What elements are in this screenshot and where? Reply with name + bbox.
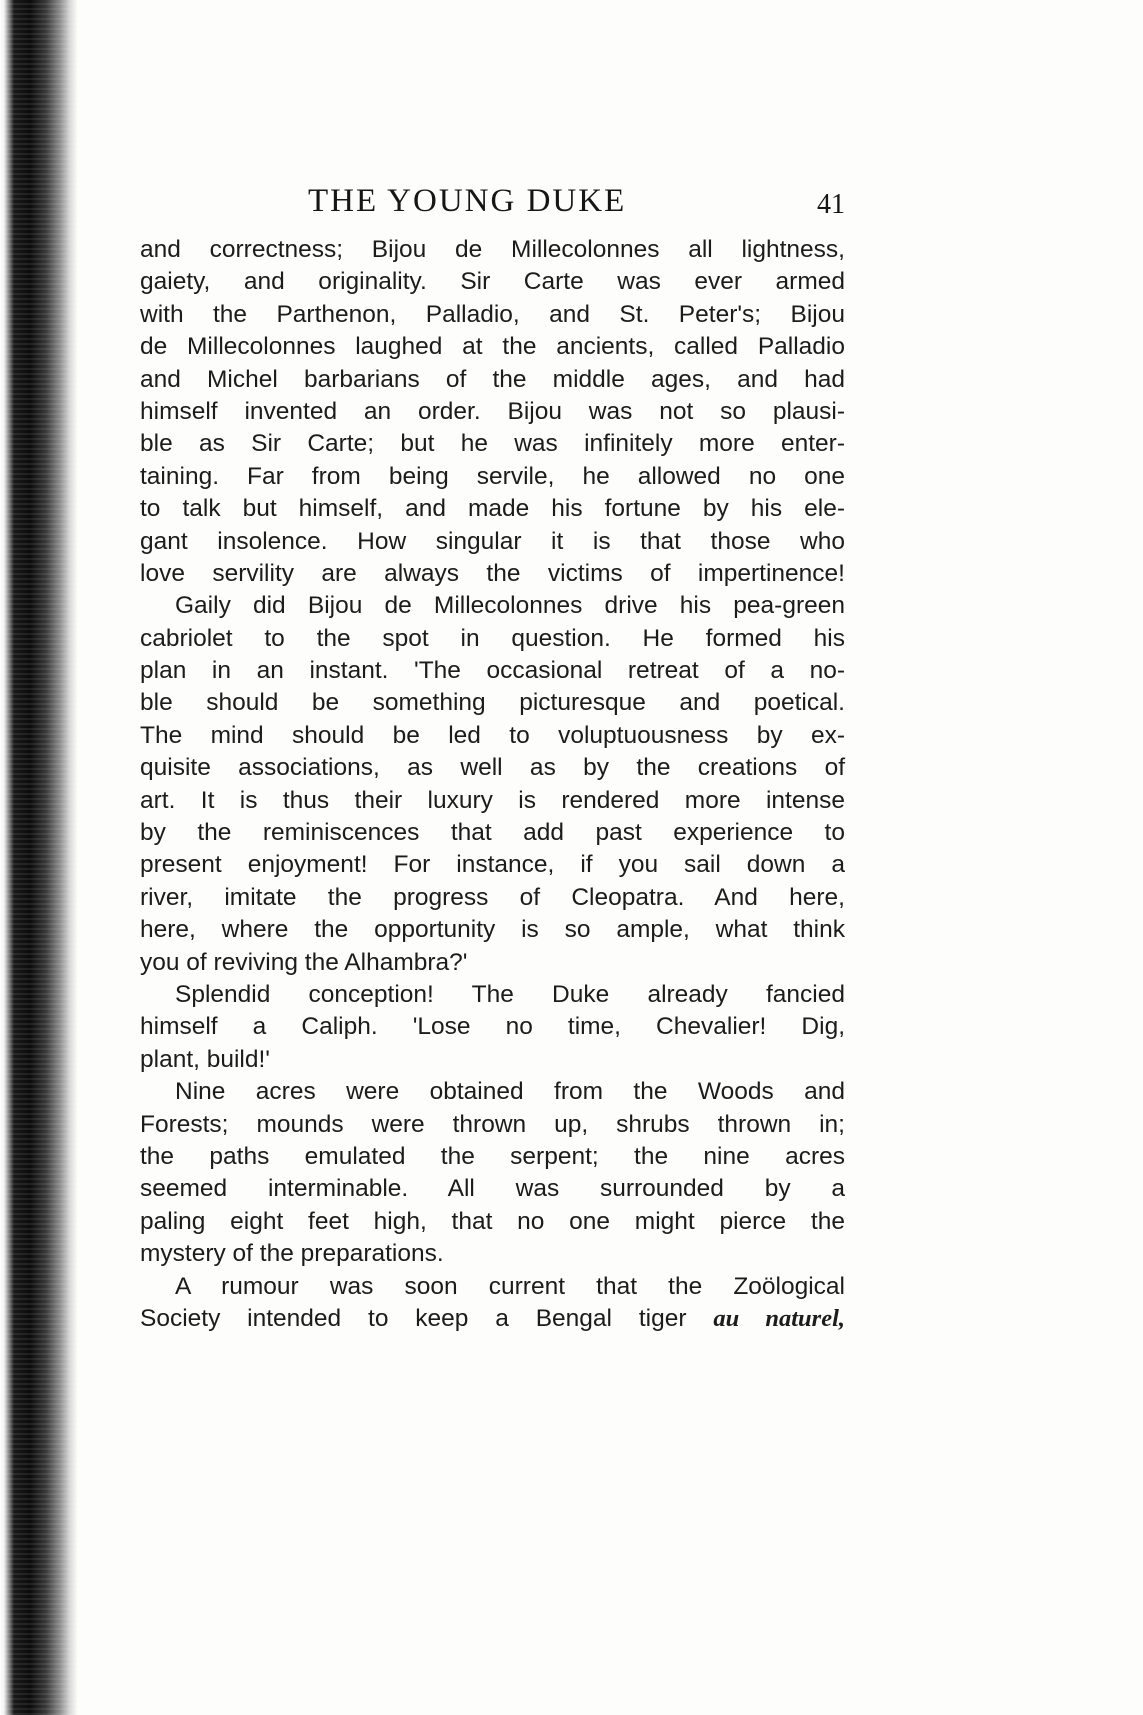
binding-shadow (0, 0, 78, 1715)
text-line: river, imitate the progress of Cleopatra. And here, (140, 883, 845, 911)
text-line: to talk but himself, and made his fortune by his ele- (140, 495, 845, 523)
text-line: Splendid conception! The Duke already fancied (175, 980, 845, 1008)
text-line: and Michel barbarians of the middle ages, and had (140, 365, 845, 393)
text-line: ble should be something picturesque and poetical. (140, 689, 845, 717)
text-line: taining. Far from being servile, he allowed no one (140, 462, 845, 490)
text-line: paling eight feet high, that no one might pierce the (140, 1207, 845, 1235)
text-line: Forests; mounds were thrown up, shrubs thrown in; (140, 1110, 845, 1138)
text-line: gaiety, and originality. Sir Carte was ever armed (140, 268, 845, 296)
text-line: The mind should be led to voluptuousness by ex- (140, 721, 845, 749)
page-header (140, 183, 845, 223)
paragraph-2 (140, 590, 845, 979)
text-line: Nine acres were obtained from the Woods and (175, 1078, 845, 1106)
italic-phrase: au naturel, (713, 1304, 846, 1332)
text-line: A rumour was soon current that the Zoölogical (175, 1272, 845, 1300)
running-title: THE YOUNG DUKE (308, 183, 627, 219)
text-line-start: Society intended to keep a Bengal tiger (140, 1304, 687, 1332)
text-line: gant insolence. How singular it is that those who (140, 527, 845, 555)
text-line: himself invented an order. Bijou was not so plausi- (140, 397, 845, 425)
text-line: Gaily did Bijou de Millecolonnes drive his pea-green (175, 592, 845, 620)
text-line: mystery of the preparations. (140, 1240, 444, 1268)
text-line: with the Parthenon, Palladio, and St. Peter's; Bijou (140, 300, 845, 328)
text-line: and correctness; Bijou de Millecolonnes all lightness, (140, 236, 845, 263)
text-line: plan in an instant. 'The occasional retreat of a no- (140, 657, 845, 685)
paragraph-3 (140, 979, 845, 1076)
paragraph-1 (140, 234, 845, 590)
text-line: plant, build!' (140, 1045, 270, 1073)
text-line: present enjoyment! For instance, if you sail down a (140, 851, 845, 879)
text-line: here, where the opportunity is so ample, what think (140, 916, 845, 944)
text-line: you of reviving the Alhambra?' (140, 948, 468, 976)
page-number: 41 (817, 189, 845, 220)
text-line: by the reminiscences that add past experience to (140, 819, 845, 847)
text-line: love servility are always the victims of impertinence! (140, 559, 845, 587)
text-line-with-italic (140, 1303, 845, 1335)
text-line: de Millecolonnes laughed at the ancients, called Palladio (140, 333, 845, 361)
text-line: quisite associations, as well as by the creations of (140, 754, 845, 782)
body-text (140, 234, 845, 1335)
text-line: ble as Sir Carte; but he was infinitely more enter- (140, 430, 845, 458)
text-line: art. It is thus their luxury is rendered more intense (140, 786, 845, 814)
text-line: himself a Caliph. 'Lose no time, Chevalier! Dig, (140, 1013, 845, 1041)
paragraph-5 (140, 1271, 845, 1336)
text-line: seemed interminable. All was surrounded by a (140, 1175, 845, 1203)
text-line: the paths emulated the serpent; the nine acres (140, 1142, 845, 1170)
paragraph-4 (140, 1076, 845, 1270)
text-line: cabriolet to the spot in question. He formed his (140, 624, 845, 652)
